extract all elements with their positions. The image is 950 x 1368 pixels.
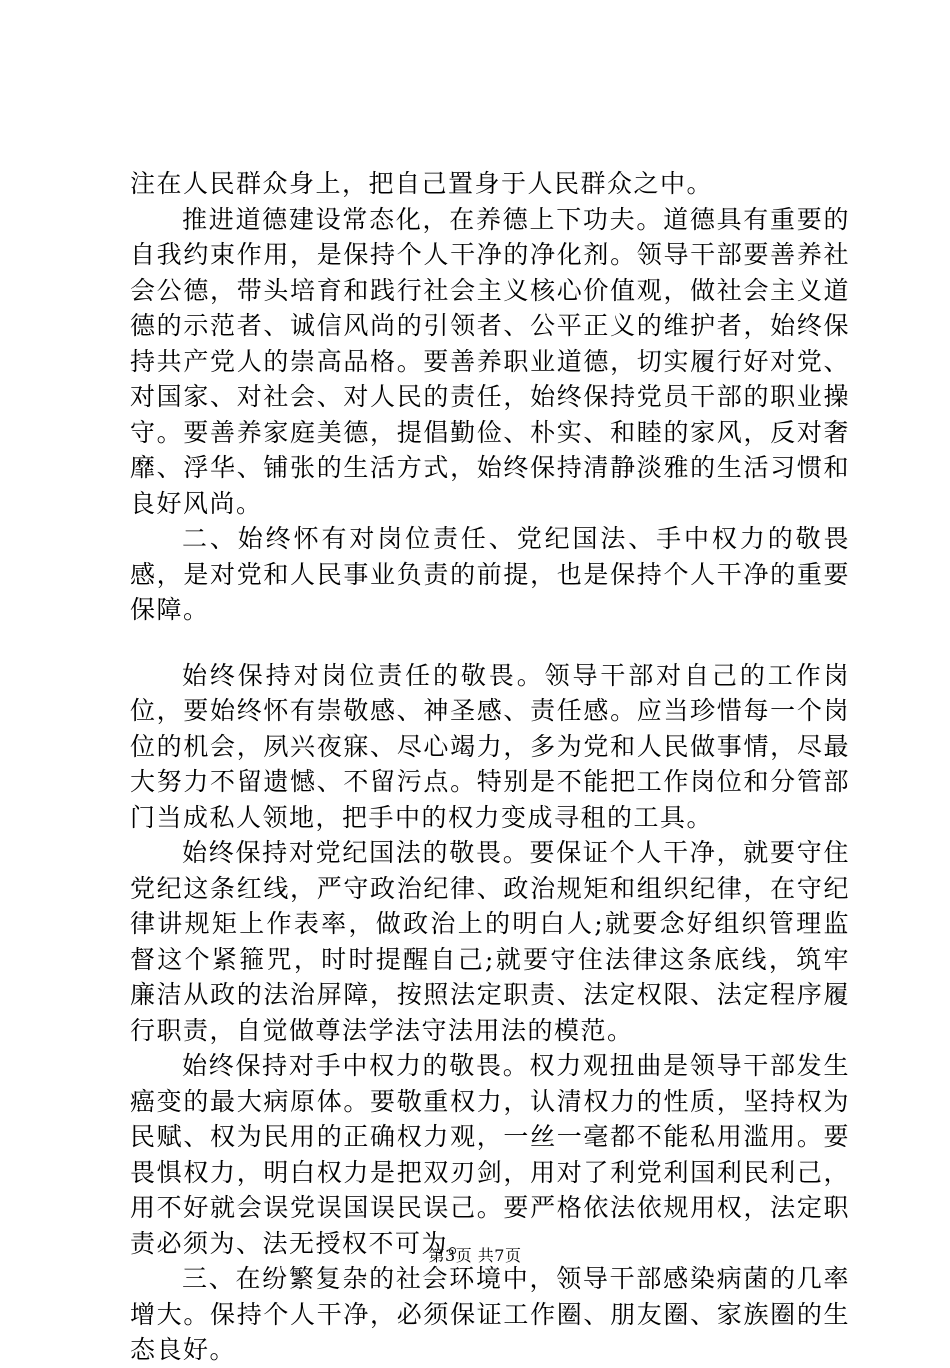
page-number-indicator: 第3页 共7页 xyxy=(428,1246,522,1265)
section-heading-three: 三、在纷繁复杂的社会环境中，领导干部感染病菌的几率增大。保持个人干净，必须保证工作圈、朋友圈、家族圈的生态良好。 xyxy=(130,1264,850,1364)
page-footer xyxy=(0,1246,950,1266)
paragraph-party-discipline: 始终保持对党纪国法的敬畏。要保证个人干净，就要守住党纪这条红线，严守政治纪律、政治规矩和组织纪律，在守纪律讲规矩上作表率，做政治上的明白人;就要念好组织管理监督这个紧箍咒，时时提醒自己;就要守住法律这条底线，筑牢廉洁从政的法治屏障，按照法定职责、法定权限、法定程序履行职责，自觉做尊法学法守法用法的模范。 xyxy=(130,838,850,1045)
paragraph-post-responsibility: 始终保持对岗位责任的敬畏。领导干部对自己的工作岗位，要始终怀有崇敬感、神圣感、责任感。应当珍惜每一个岗位的机会，夙兴夜寐、尽心竭力，多为党和人民做事情，尽最大努力不留遗憾、不留污点。特别是不能把工作岗位和分管部门当成私人领地，把手中的权力变成寻租的工具。 xyxy=(130,660,850,832)
section-heading-two: 二、始终怀有对岗位责任、党纪国法、手中权力的敬畏感，是对党和人民事业负责的前提，也是保持个人干净的重要保障。 xyxy=(130,524,850,624)
paragraph-moral-construction: 推进道德建设常态化，在养德上下功夫。道德具有重要的自我约束作用，是保持个人干净的净化剂。领导干部要善养社会公德，带头培育和践行社会主义核心价值观，做社会主义道德的示范者、诚信风尚的引领者、公平正义的维护者，始终保持共产党人的崇高品格。要善养职业道德，切实履行好对党、对国家、对社会、对人民的责任，始终保持党员干部的职业操守。要善养家庭美德，提倡勤俭、朴实、和睦的家风，反对奢靡、浮华、铺张的生活方式，始终保持清静淡雅的生活习惯和良好风尚。 xyxy=(130,204,850,518)
paragraph-power-respect: 始终保持对手中权力的敬畏。权力观扭曲是领导干部发生癌变的最大病原体。要敬重权力，认清权力的性质，坚持权为民赋、权为民用的正确权力观，一丝一毫都不能私用滥用。要畏惧权力，明白权力是把双刃剑，用对了利党利国利民利己，用不好就会误党误国误民误己。要严格依法依规用权，法定职责必须为、法无授权不可为。 xyxy=(130,1051,850,1258)
document-body xyxy=(130,166,850,1368)
paragraph-continuation: 注在人民群众身上，把自己置身于人民群众之中。 xyxy=(130,169,714,198)
